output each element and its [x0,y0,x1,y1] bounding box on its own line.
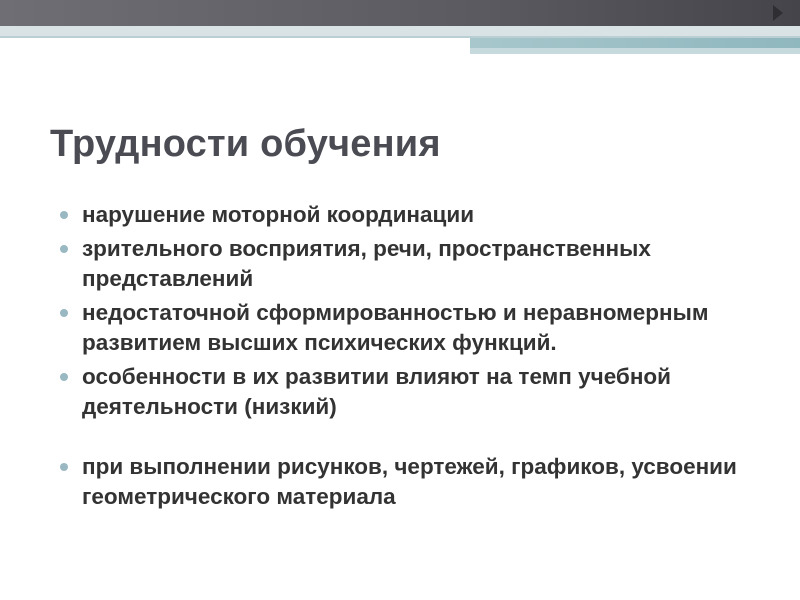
bullet-list [60,200,740,516]
bullet-dot-icon [60,245,68,253]
list-item [60,298,740,358]
bullet-text: при выполнении рисунков, чертежей, графиков, усвоении геометрического материала [82,454,737,509]
bullet-dot-icon [60,211,68,219]
list-item [60,362,740,422]
bullet-text: нарушение моторной координации [82,202,475,227]
list-item [60,234,740,294]
top-teal-accent [470,38,800,48]
bullet-dot-icon [60,309,68,317]
bullet-dot-icon [60,463,68,471]
bullet-dot-icon [60,373,68,381]
top-teal-accent-secondary [470,48,800,54]
top-decorative-band [0,0,800,26]
list-item [60,200,740,230]
slide-title: Трудности обучения [50,123,441,165]
play-icon[interactable] [773,5,783,21]
list-item [60,452,740,512]
bullet-text: зрительного восприятия, речи, пространственных представлений [82,236,651,291]
bullet-text: особенности в их развитии влияют на темп учебной деятельности (низкий) [82,364,671,419]
bullet-text: недостаточной сформированностью и неравномерным развитием высших психических функций. [82,300,709,355]
